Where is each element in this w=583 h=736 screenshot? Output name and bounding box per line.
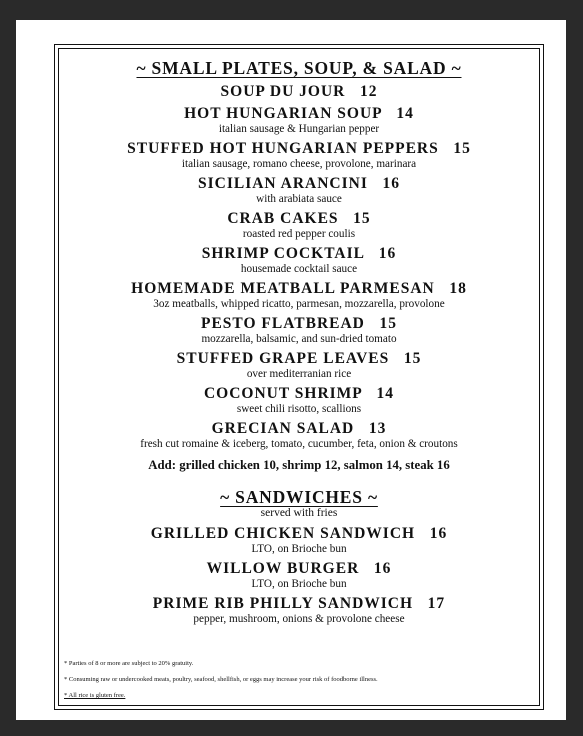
menu-item [55, 279, 543, 311]
item-name: PESTO FLATBREAD 15 [201, 315, 397, 332]
menu-item [55, 139, 543, 171]
menu-border [54, 44, 544, 710]
item-name: COCONUT SHRIMP 14 [203, 385, 395, 402]
menu-item [55, 524, 543, 556]
item-description: italian sausage & Hungarian pepper [218, 123, 380, 135]
item-name: SHRIMP COCKTAIL 16 [201, 245, 397, 262]
item-name: PRIME RIB PHILLY SANDWICH 17 [152, 595, 446, 612]
item-name: GRILLED CHICKEN SANDWICH 16 [150, 525, 448, 542]
item-description: pepper, mushroom, onions & provolone cheese [193, 613, 405, 625]
item-name: HOMEMADE MEATBALL PARMESAN 18 [131, 280, 467, 297]
section-title-small-plates: ~ SMALL PLATES, SOUP, & SALAD ~ [136, 58, 462, 78]
item-name: HOT HUNGARIAN SOUP 14 [184, 105, 414, 122]
menu-content [55, 58, 543, 626]
menu-item [55, 419, 543, 451]
sandwiches-section [55, 487, 543, 626]
item-name: STUFFED GRAPE LEAVES 15 [176, 350, 422, 367]
item-description: roasted red pepper coulis [242, 228, 356, 240]
item-description: over mediterranian rice [246, 368, 352, 380]
add-protein-line: Add: grilled chicken 10, shrimp 12, salmon 14, steak 16 [148, 458, 450, 472]
item-name: WILLOW BURGER 16 [206, 560, 392, 577]
menu-page [16, 20, 566, 720]
footnote-raw-food-warning: * Consuming raw or undercooked meats, poultry, seafood, shellfish, or eggs may increase your risk of foodborne illness. [64, 676, 378, 683]
menu-item [55, 82, 543, 101]
menu-item [55, 314, 543, 346]
footnote-gluten-free: * All rice is gluten free. [64, 692, 126, 699]
menu-item [55, 384, 543, 416]
item-description: housemade cocktail sauce [240, 263, 358, 275]
item-description: LTO, on Brioche bun [251, 578, 347, 590]
footnote-gratuity: * Parties of 8 or more are subject to 20% gratuity. [64, 660, 194, 667]
item-description: fresh cut romaine & iceberg, tomato, cucumber, feta, onion & croutons [140, 438, 458, 450]
menu-item [55, 209, 543, 241]
section-subtitle: served with fries [260, 507, 338, 519]
item-name: STUFFED HOT HUNGARIAN PEPPERS 15 [127, 140, 471, 157]
menu-item [55, 349, 543, 381]
footnotes [64, 659, 378, 707]
menu-item [55, 244, 543, 276]
menu-item [55, 174, 543, 206]
item-name: CRAB CAKES 15 [227, 210, 371, 227]
item-name: SOUP DU JOUR 12 [220, 83, 378, 100]
menu-item [55, 594, 543, 626]
item-name: GRECIAN SALAD 13 [211, 420, 387, 437]
section-title-sandwiches: ~ SANDWICHES ~ [220, 487, 378, 507]
item-name: SICILIAN ARANCINI 16 [197, 175, 400, 192]
item-description: italian sausage, romano cheese, provolone, marinara [181, 158, 417, 170]
item-description: mozzarella, balsamic, and sun-dried tomato [201, 333, 397, 345]
item-description: 3oz meatballs, whipped ricatto, parmesan, mozzarella, provolone [153, 298, 445, 310]
menu-item [55, 559, 543, 591]
item-description: LTO, on Brioche bun [251, 543, 347, 555]
item-description: with arabiata sauce [256, 193, 342, 205]
menu-item [55, 104, 543, 136]
item-description: sweet chili risotto, scallions [236, 403, 362, 415]
